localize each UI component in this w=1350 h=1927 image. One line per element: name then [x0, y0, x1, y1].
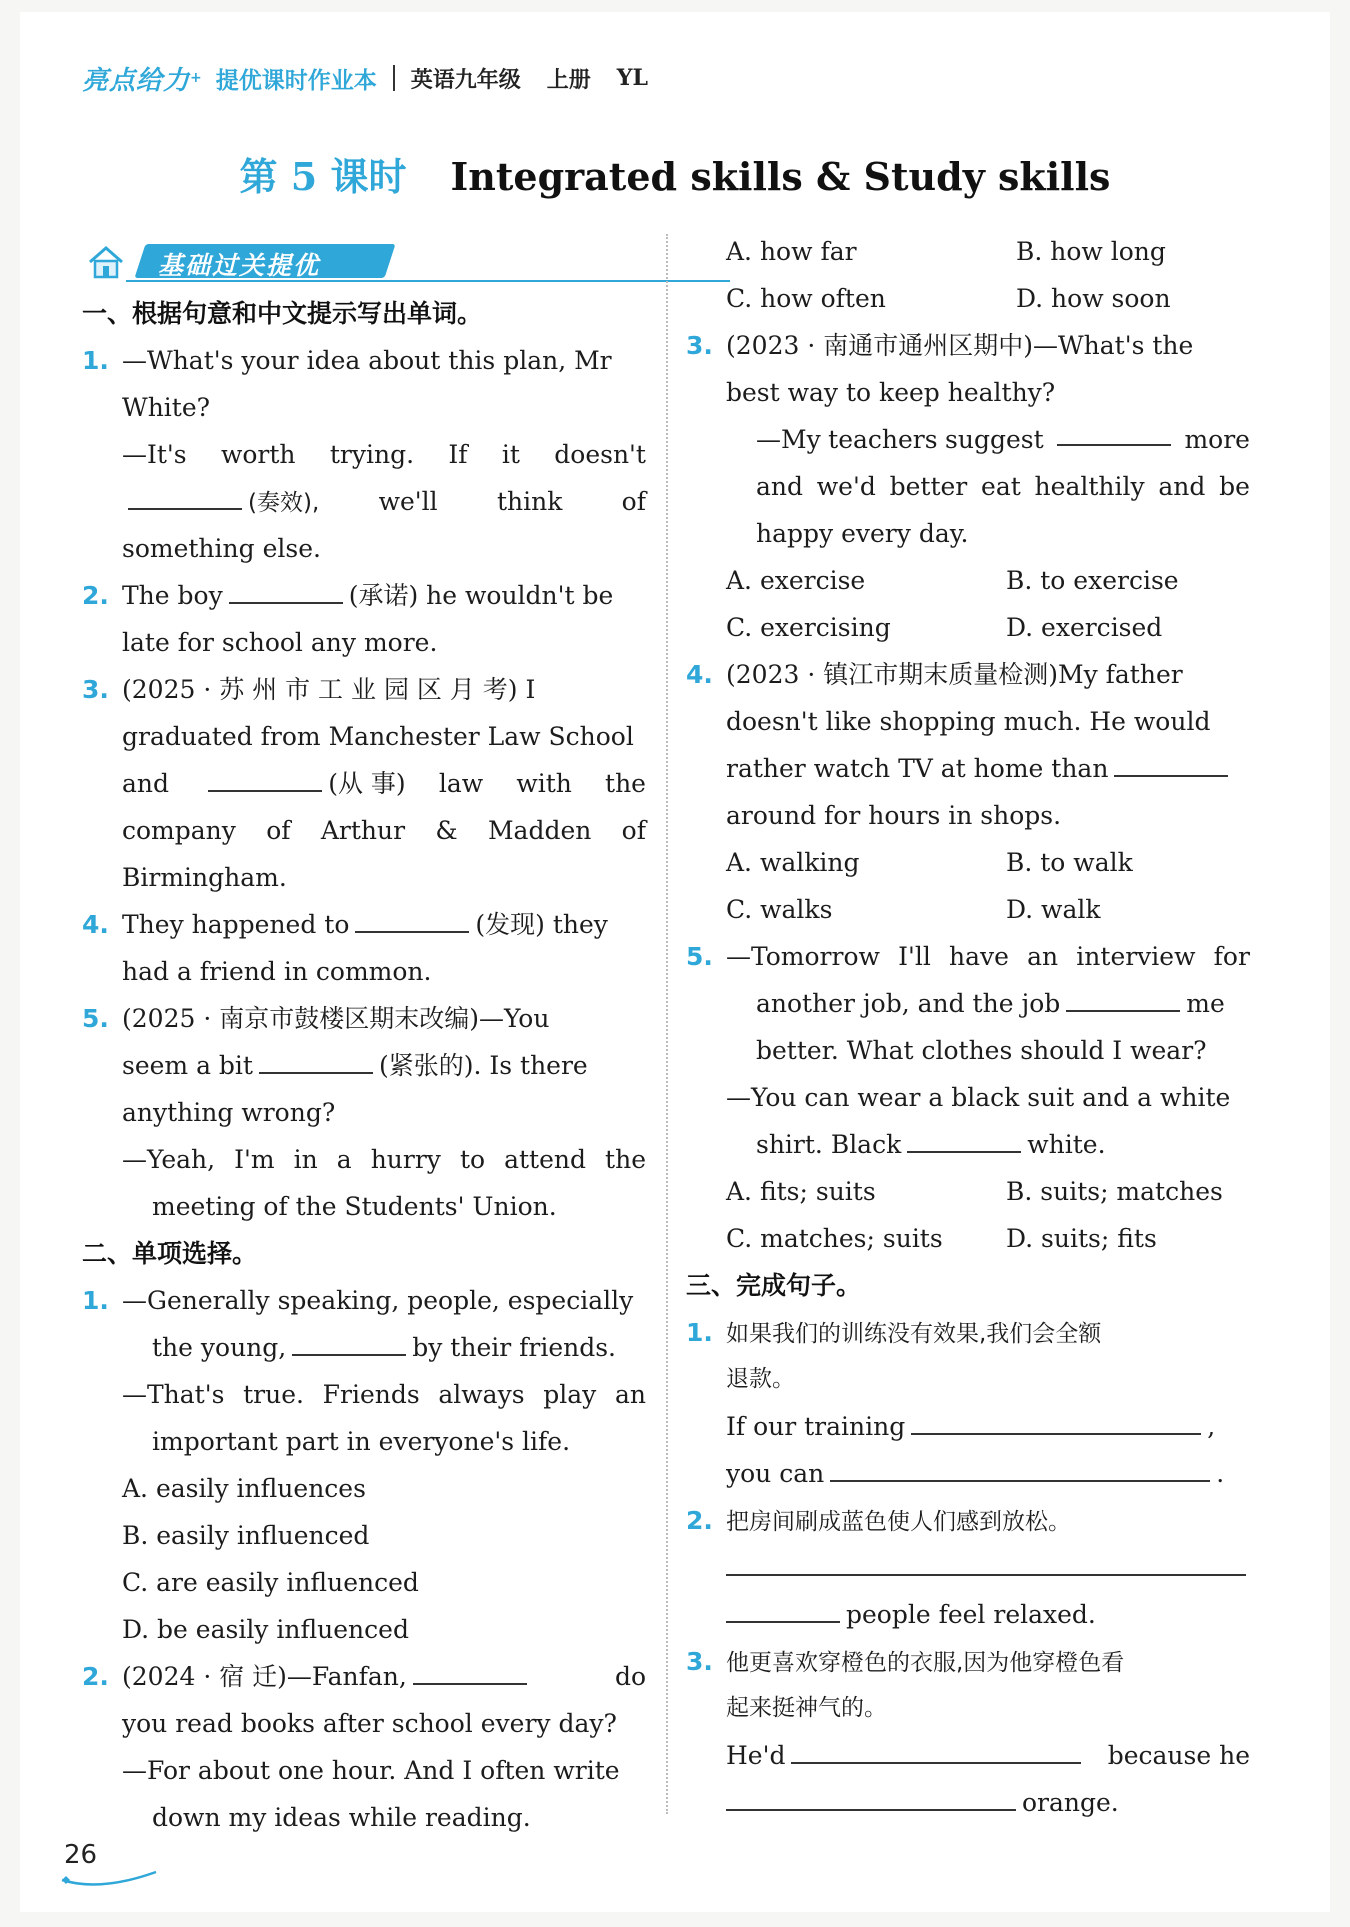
question-line: 4. (2023 · 镇江市期末质量检测)My father: [686, 660, 1183, 689]
question-line: [686, 1544, 1250, 1591]
column-divider: [666, 234, 668, 1814]
question-line: 3. (2023 · 南通市通州区期中)—What's the: [686, 331, 1194, 360]
answer-blank[interactable]: [292, 1326, 406, 1356]
page-number: 26: [64, 1840, 98, 1870]
question-line: late for school any more.: [122, 628, 438, 657]
option-d[interactable]: D. be easily influenced: [122, 1615, 409, 1644]
question-line: orange.: [686, 1779, 1250, 1826]
answer-blank[interactable]: [726, 1781, 1016, 1811]
answer-blank[interactable]: [726, 1546, 1246, 1576]
question-line: meeting of the Students' Union.: [152, 1192, 557, 1221]
section-heading: 三、完成句子。: [686, 1271, 862, 1300]
question-line: something else.: [122, 534, 321, 563]
option-a[interactable]: A. how far: [726, 237, 857, 266]
option-row: [686, 1168, 1250, 1215]
answer-blank[interactable]: [911, 1405, 1201, 1435]
question-line: 1. 如果我们的训练没有效果,我们会全额: [686, 1318, 1102, 1347]
question-line: shirt. Black white.: [686, 1121, 1250, 1168]
option-d[interactable]: D. exercised: [1006, 613, 1163, 642]
option-c[interactable]: C. walks: [726, 895, 833, 924]
option-row: [686, 886, 1250, 933]
lesson-number: 第 5 课时: [239, 154, 407, 199]
brand-plus: +: [190, 70, 202, 86]
question-line: best way to keep healthy?: [726, 378, 1056, 407]
option-d[interactable]: D. suits; fits: [1006, 1224, 1157, 1253]
question-line: —That's true. Friends always play an: [122, 1380, 646, 1409]
option-b[interactable]: B. how long: [1016, 237, 1166, 266]
question-line: Birmingham.: [122, 863, 287, 892]
question-line: 退款。: [726, 1366, 795, 1392]
question-line: 3. 他更喜欢穿橙色的衣服,因为他穿橙色看: [686, 1647, 1125, 1676]
answer-blank[interactable]: [1066, 982, 1180, 1012]
option-row: [686, 557, 1250, 604]
question-line: He'd because he: [686, 1732, 1250, 1779]
option-c[interactable]: C. how often: [726, 284, 886, 313]
swoosh-icon: [60, 1866, 160, 1890]
question-line: —For about one hour. And I often write: [122, 1756, 620, 1785]
option-row: [686, 275, 1250, 322]
question-line: 2. (2024 · 宿 迁)—Fanfan, do: [82, 1653, 646, 1700]
answer-blank[interactable]: [830, 1452, 1210, 1482]
question-line: If our training ,: [686, 1403, 1250, 1450]
section-heading: 一、根据句意和中文提示写出单词。: [82, 299, 483, 328]
question-line: 1. —What's your idea about this plan, Mr: [82, 346, 612, 375]
option-d[interactable]: D. walk: [1006, 895, 1101, 924]
option-a[interactable]: A. easily influences: [122, 1474, 366, 1503]
option-c[interactable]: C. exercising: [726, 613, 891, 642]
question-line: down my ideas while reading.: [152, 1803, 531, 1832]
option-d[interactable]: D. how soon: [1016, 284, 1171, 313]
section-badge: [86, 242, 646, 282]
option-a[interactable]: A. walking: [726, 848, 860, 877]
question-line: rather watch TV at home than: [686, 745, 1250, 792]
answer-blank[interactable]: [355, 903, 469, 933]
answer-blank[interactable]: [726, 1593, 840, 1623]
answer-blank[interactable]: [907, 1123, 1021, 1153]
badge-underline: [126, 280, 730, 282]
question-line: (奏效), we'll think of: [82, 478, 646, 525]
question-line: you can .: [686, 1450, 1250, 1497]
question-line: important part in everyone's life.: [152, 1427, 571, 1456]
option-row: [686, 839, 1250, 886]
edition-code: YL: [616, 65, 648, 91]
option-c[interactable]: C. matches; suits: [726, 1224, 943, 1253]
option-b[interactable]: B. suits; matches: [1006, 1177, 1223, 1206]
question-line: —It's worth trying. If it doesn't: [122, 440, 646, 469]
question-line: 2. The boy (承诺) he wouldn't be: [82, 572, 646, 619]
question-line: —You can wear a black suit and a white: [726, 1083, 1231, 1112]
question-line: anything wrong?: [122, 1098, 336, 1127]
page-title: [0, 146, 1350, 201]
answer-blank[interactable]: [259, 1044, 373, 1074]
option-a[interactable]: A. fits; suits: [726, 1177, 876, 1206]
badge-label: 基础过关提优: [158, 251, 321, 280]
section-heading: 二、单项选择。: [82, 1239, 258, 1268]
question-line: —Yeah, I'm in a hurry to attend the: [122, 1145, 646, 1174]
series-name: 提优课时作业本: [215, 67, 377, 94]
answer-blank[interactable]: [1114, 747, 1228, 777]
question-line: 2. 把房间刷成蓝色使人们感到放松。: [686, 1506, 1071, 1535]
lesson-topic: Integrated skills & Study skills: [450, 154, 1111, 199]
option-a[interactable]: A. exercise: [726, 566, 866, 595]
question-line: doesn't like shopping much. He would: [726, 707, 1211, 736]
option-row: [686, 1215, 1250, 1262]
question-line: graduated from Manchester Law School: [122, 722, 634, 751]
answer-blank[interactable]: [1057, 416, 1171, 446]
answer-blank[interactable]: [128, 480, 242, 510]
answer-blank[interactable]: [791, 1734, 1081, 1764]
question-line: you read books after school every day?: [122, 1709, 617, 1738]
right-column: [686, 228, 1250, 1826]
question-line: 3. (2025 · 苏 州 市 工 业 园 区 月 考) I: [82, 675, 536, 704]
question-line: and we'd better eat healthily and be: [756, 472, 1250, 501]
option-row: [686, 604, 1250, 651]
question-line: better. What clothes should I wear?: [756, 1036, 1207, 1065]
answer-blank[interactable]: [413, 1655, 527, 1685]
subject-grade: 英语九年级: [410, 67, 521, 93]
header-divider: [393, 65, 395, 91]
question-line: company of Arthur & Madden of: [122, 816, 646, 845]
option-b[interactable]: B. easily influenced: [122, 1521, 370, 1550]
answer-blank[interactable]: [229, 574, 343, 604]
option-b[interactable]: B. to exercise: [1006, 566, 1179, 595]
question-line: 1. —Generally speaking, people, especially: [82, 1286, 634, 1315]
question-line: the young, by their friends.: [82, 1324, 646, 1371]
question-line: around for hours in shops.: [726, 801, 1062, 830]
page-header: [82, 58, 648, 98]
brand-logo: 亮点给力: [82, 65, 191, 96]
answer-blank[interactable]: [208, 762, 322, 792]
question-line: 起来挺神气的。: [726, 1695, 887, 1721]
option-row: [686, 228, 1250, 275]
option-c[interactable]: C. are easily influenced: [122, 1568, 419, 1597]
question-line: 4. They happened to (发现) they: [82, 901, 646, 948]
question-line: and (从 事) law with the: [82, 760, 646, 807]
question-line: seem a bit (紧张的). Is there: [82, 1042, 646, 1089]
question-line: 5. —Tomorrow I'll have an interview for: [686, 942, 1250, 971]
left-column: [82, 290, 646, 1841]
option-b[interactable]: B. to walk: [1006, 848, 1133, 877]
question-line: had a friend in common.: [122, 957, 432, 986]
question-line: —My teachers suggest more: [686, 416, 1250, 463]
question-line: another job, and the job me: [686, 980, 1250, 1027]
question-line: 5. (2025 · 南京市鼓楼区期末改编)—You: [82, 1004, 550, 1033]
question-line: happy every day.: [756, 519, 969, 548]
question-line: White?: [122, 393, 211, 422]
question-line: people feel relaxed.: [686, 1591, 1250, 1638]
volume: 上册: [546, 67, 591, 93]
house-icon: [86, 244, 126, 280]
